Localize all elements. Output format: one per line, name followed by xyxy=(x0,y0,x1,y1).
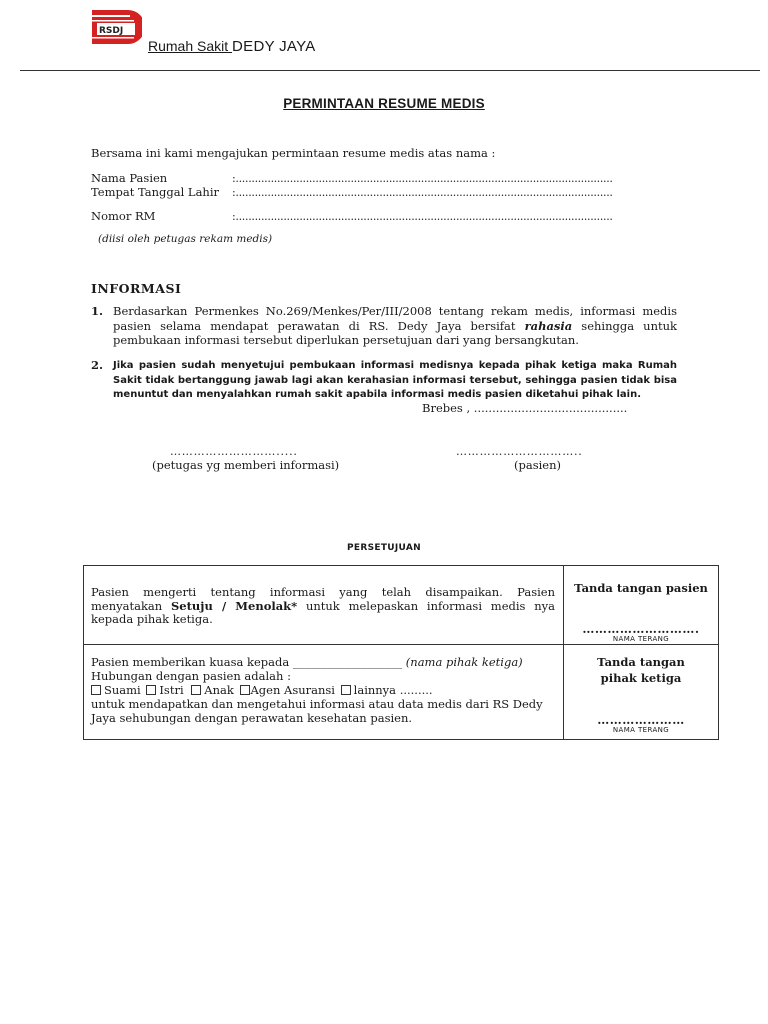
patient-signature-label: (pasien) xyxy=(514,458,561,472)
authorization-cell xyxy=(84,645,564,740)
section-informasi: INFORMASI xyxy=(91,281,182,296)
hospital-name xyxy=(148,38,316,55)
patient-signature-line: ………………………….. xyxy=(456,445,583,458)
consent-row-1 xyxy=(84,566,719,645)
field-label-ttl: Tempat Tanggal Lahir xyxy=(91,185,220,199)
officer-signature-line: ………………………..... xyxy=(170,445,298,458)
header-divider xyxy=(20,70,760,71)
consent-statement-cell xyxy=(84,566,564,645)
document-title: PERMINTAAN RESUME MEDIS xyxy=(283,96,485,111)
checkbox-lainnya[interactable] xyxy=(341,685,351,695)
consent-table xyxy=(83,565,719,740)
checkbox-anak[interactable] xyxy=(191,685,201,695)
third-party-blank: ___________________ xyxy=(292,655,403,669)
field-label-rm: Nomor RM xyxy=(91,209,156,223)
place-date-line: Brebes , .......................................... xyxy=(422,401,628,415)
hospital-title: DEDY JAYA xyxy=(232,38,316,55)
filler-note: (diisi oleh petugas rekam medis) xyxy=(98,233,273,245)
hospital-prefix: Rumah Sakit xyxy=(148,38,233,54)
agree-refuse-choice: Setuju / Menolak* xyxy=(170,598,298,613)
checkbox-agen-asuransi[interactable] xyxy=(240,685,250,695)
patient-sign-cell xyxy=(564,566,719,645)
hospital-logo xyxy=(88,6,142,48)
checkbox-suami[interactable] xyxy=(91,685,101,695)
third-party-name-caption: NAMA TERANG xyxy=(612,726,670,734)
field-dots-nama: :...................................................................................................................... xyxy=(232,172,613,185)
authorization-line-1: Pasien memberikan kuasa kepada ___________________ (nama pihak ketiga) xyxy=(91,655,523,669)
section-persetujuan: PERSETUJUAN xyxy=(347,543,421,553)
info-item-1: Berdasarkan Permenkes No.269/Menkes/Per/III/2008 tentang rekam medis, informasi medis pasien selama mendapat perawatan di RS. Dedy Jaya bersifat rahasia sehingga untuk pembukaan informasi tersebut diperlukan persetujuan dari yang bersangkutan. xyxy=(113,304,677,347)
item-number-2: 2. xyxy=(91,358,104,372)
intro-text: Bersama ini kami mengajukan permintaan resume medis atas nama : xyxy=(91,146,496,160)
consent-statement: Pasien mengerti tentang informasi yang telah disampaikan. Pasien menyatakan Setuju / Menolak* untuk melepaskan informasi medis nya kepada pihak ketiga. xyxy=(91,585,556,626)
field-dots-rm: :...................................................................................................................... xyxy=(232,210,613,223)
field-dots-ttl: :...................................................................................................................... xyxy=(232,186,613,199)
third-party-sign-label: Tanda tangan pihak ketiga xyxy=(597,655,685,685)
third-party-sign-line: ………………… xyxy=(597,713,685,727)
third-party-sign-cell xyxy=(564,645,719,740)
officer-signature-label: (petugas yg memberi informasi) xyxy=(152,458,340,472)
patient-sign-line: ………………………. xyxy=(582,622,700,636)
item-number-1: 1. xyxy=(91,304,104,318)
rahasia-emphasis: rahasia xyxy=(524,318,573,333)
checkbox-istri[interactable] xyxy=(146,685,156,695)
consent-row-2 xyxy=(84,645,719,740)
patient-name-caption: NAMA TERANG xyxy=(612,635,670,643)
patient-sign-label: Tanda tangan pasien xyxy=(574,581,708,595)
authorization-purpose: untuk mendapatkan dan mengetahui informasi atau data medis dari RS Dedy Jaya sehubungan dengan perawatan kesehatan pasien. xyxy=(91,697,543,725)
logo-text: RSDJ xyxy=(99,26,124,36)
info-item-2: Jika pasien sudah menyetujui pembukaan informasi medisnya kepada pihak ketiga maka Rumah Sakit tidak bertanggung jawab lagi akan kerahasian informasi tersebut, sehingga pasien tidak bisa menuntut dan menyalahkan rumah sakit apabila informasi medis pasien diketahui pihak lain. xyxy=(113,360,677,400)
relationship-label: Hubungan dengan pasien adalah : xyxy=(91,669,291,683)
relationship-options: Suami Istri Anak Agen Asuransi lainnya ......... xyxy=(91,684,555,698)
field-label-nama: Nama Pasien xyxy=(91,171,168,185)
